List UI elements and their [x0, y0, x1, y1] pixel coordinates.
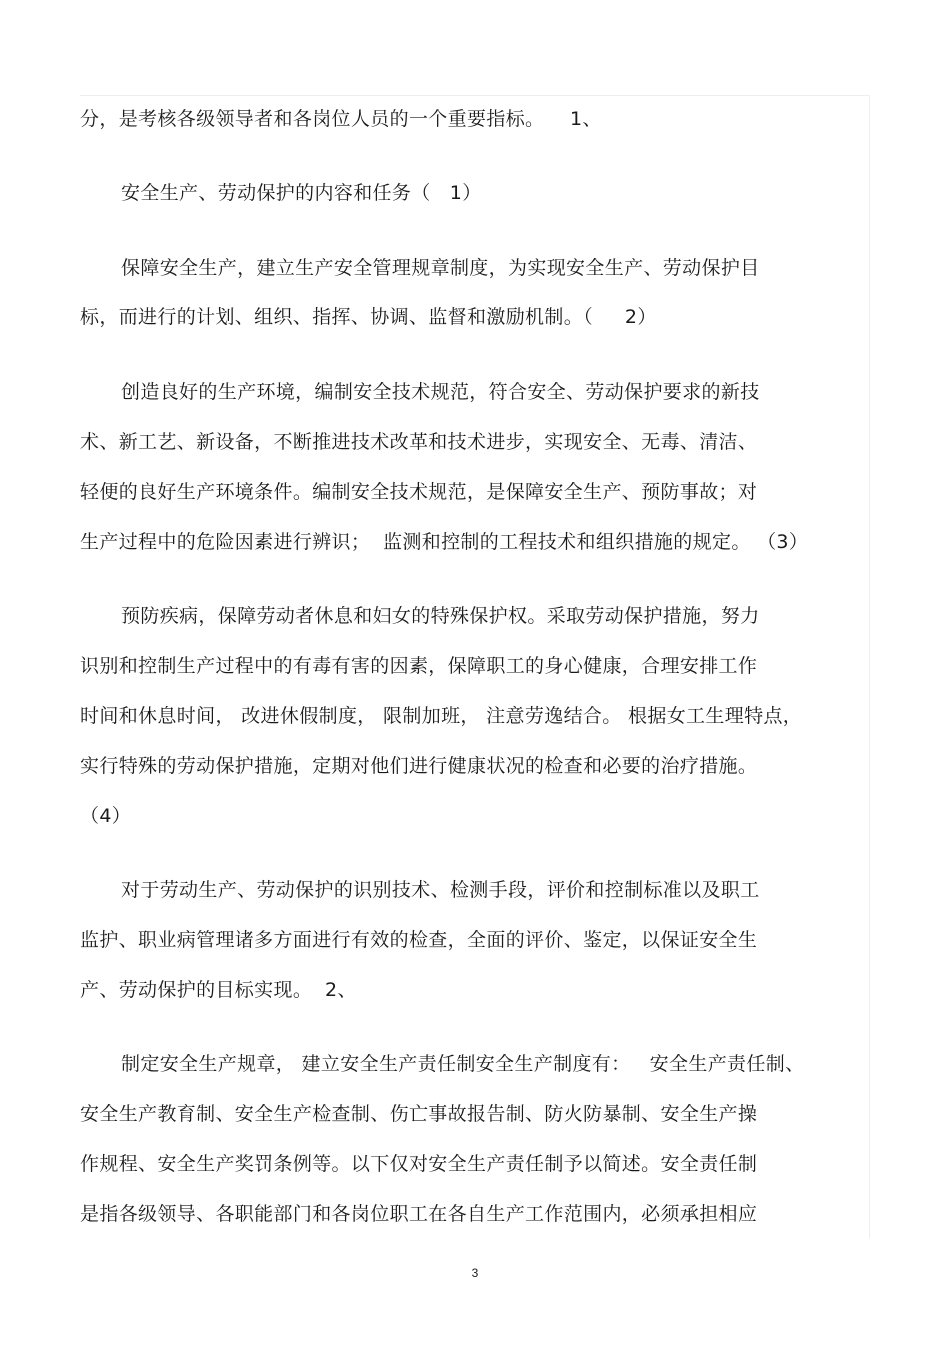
text-line: 识别和控制生产过程中的有毒有害的因素，保障职工的身心健康，合理安排工作	[80, 655, 758, 677]
text-line: 制定安全生产规章， 建立安全生产责任制安全生产制度有： 安全生产责任制、	[121, 1053, 805, 1075]
text-line: 是指各级领导、各职能部门和各岗位职工在各自生产工作范围内，必须承担相应	[80, 1203, 758, 1225]
text-line: 保障安全生产，建立生产安全管理规章制度，为实现安全生产、劳动保护目	[121, 257, 760, 279]
text-line: （4）	[80, 805, 132, 827]
text-line: 标，而进行的计划、组织、指挥、协调、监督和激励机制。（ 2）	[80, 306, 657, 328]
text-line: 生产过程中的危险因素进行辨识； 监测和控制的工程技术和组织措施的规定。 （3）	[80, 531, 809, 553]
text-line: 术、新工艺、新设备，不断推进技术改革和技术进步，实现安全、无毒、清洁、	[80, 431, 758, 453]
text-line: 对于劳动生产、劳动保护的识别技术、检测手段，评价和控制标准以及职工	[121, 879, 760, 901]
text-line: 产、劳动保护的目标实现。 2、	[80, 979, 357, 1001]
text-line: 分，是考核各级领导者和各岗位人员的一个重要指标。 1、	[80, 108, 602, 130]
page-number: 3	[471, 1266, 479, 1280]
text-line: 时间和休息时间， 改进休假制度， 限制加班， 注意劳逸结合。 根据女工生理特点，	[80, 705, 803, 727]
text-line: 实行特殊的劳动保护措施，定期对他们进行健康状况的检查和必要的治疗措施。	[80, 755, 758, 777]
text-line: 安全生产教育制、安全生产检查制、伤亡事故报告制、防火防暴制、安全生产操	[80, 1103, 758, 1125]
text-line: 监护、职业病管理诸多方面进行有效的检查，全面的评价、鉴定，以保证安全生	[80, 929, 758, 951]
text-line: 作规程、安全生产奖罚条例等。以下仅对安全生产责任制予以简述。安全责任制	[80, 1153, 758, 1175]
page-border-top	[80, 95, 870, 96]
page-border-right	[869, 95, 870, 1238]
text-line: 创造良好的生产环境，编制安全技术规范，符合安全、劳动保护要求的新技	[121, 381, 760, 403]
text-line: 预防疾病，保障劳动者休息和妇女的特殊保护权。采取劳动保护措施，努力	[121, 605, 760, 627]
text-line: 轻便的良好生产环境条件。编制安全技术规范，是保障安全生产、预防事故；对	[80, 481, 758, 503]
section-heading: 安全生产、劳动保护的内容和任务（ 1）	[121, 182, 482, 204]
